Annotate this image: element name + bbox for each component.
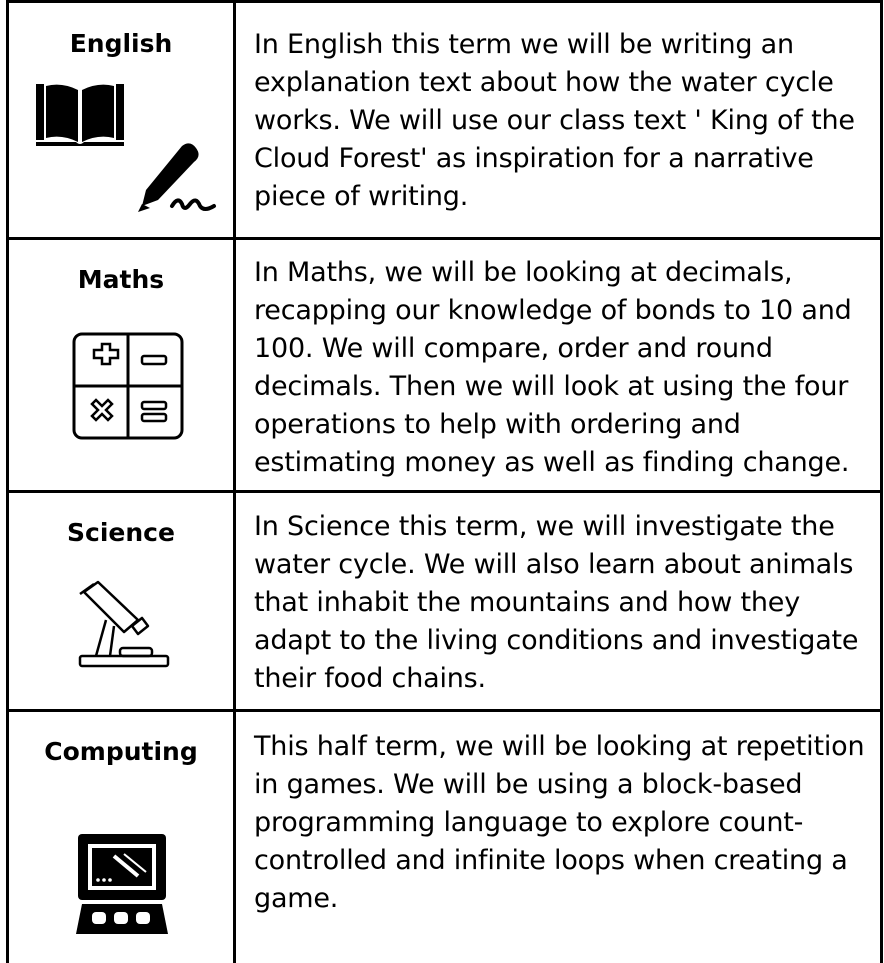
open-book-icon [32, 80, 128, 150]
row-divider [6, 237, 883, 240]
subject-science: Science [67, 518, 175, 547]
pen-signature-icon [134, 142, 220, 218]
table-border-middle [233, 0, 236, 963]
description-science: In Science this term, we will investigate the water cycle. We will also learn about animals that inhabit the mountains and how they adapt to the living conditions and investigate their food chains. [254, 511, 859, 694]
subject-computing: Computing [44, 737, 198, 766]
description-maths: In Maths, we will be looking at decimals, recapping our knowledge of bonds to 10 and 100. We will compare, order and round decimals. Then we will look at using the four operations to help with ordering and estimating money as well as finding change. [254, 257, 852, 478]
calculator-icon [72, 332, 184, 440]
row-divider [6, 709, 883, 712]
subject-maths: Maths [77, 265, 165, 294]
table-border-left [6, 0, 9, 963]
subject-english: English [69, 29, 173, 58]
description-computing: This half term, we will be looking at repetition in games. We will be using a block-based programming language to explore count-controlled and infinite loops when creating a game. [254, 731, 865, 914]
table-border-top [6, 0, 883, 3]
computer-terminal-icon [74, 832, 170, 938]
microscope-icon [76, 580, 172, 670]
description-english: In English this term we will be writing an explanation text about how the water cycle works. We will use our class text ' King of the Cloud Forest' as inspiration for a narrative piece of writing. [254, 29, 855, 212]
table-border-right [880, 0, 883, 963]
row-divider [6, 490, 883, 493]
